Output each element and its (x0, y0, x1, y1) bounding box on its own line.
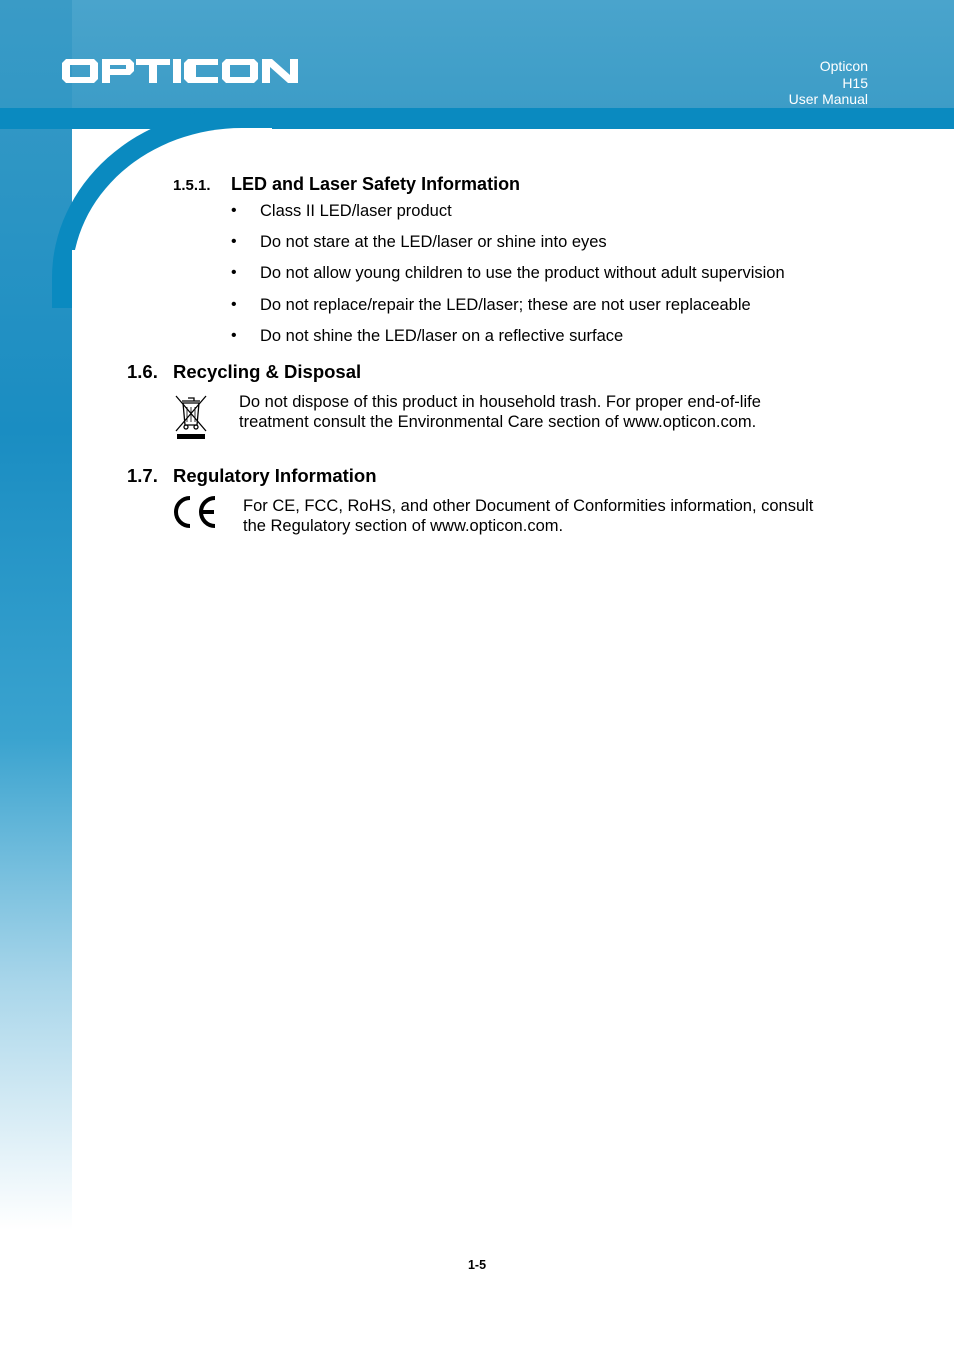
regulatory-text (243, 497, 813, 536)
page-number: 1-5 (467, 1258, 487, 1272)
recycling-text-line: treatment consult the Environmental Care section of www.opticon.com. (239, 412, 757, 431)
header-doc-type: User Manual (788, 91, 868, 107)
section-16-title: Recycling & Disposal (173, 361, 362, 382)
section-17-title: Regulatory Information (173, 465, 377, 486)
list-item: • Do not allow young children to use the product without adult supervision (231, 262, 931, 293)
side-band (0, 0, 72, 1230)
header-doc-info (789, 58, 868, 108)
section-151-number: 1.5.1. (173, 177, 211, 194)
section-17-heading (127, 465, 377, 487)
section-17-number: 1.7. (127, 465, 158, 486)
ce-mark-icon (173, 495, 219, 529)
header-company: Opticon (819, 58, 868, 74)
regulatory-text-line: the Regulatory section of www.opticon.com. (243, 516, 564, 535)
header-stripe (0, 108, 954, 129)
header-model: H15 (842, 74, 868, 91)
recycling-text (239, 393, 761, 432)
section-16-heading (127, 361, 361, 383)
section-16-number: 1.6. (127, 361, 158, 382)
safety-list (231, 200, 931, 356)
list-item: • Class II LED/laser product (231, 200, 931, 231)
recycling-text-line: Do not dispose of this product in household trash. For proper end-of-life (239, 393, 761, 411)
opticon-logo (60, 55, 300, 87)
section-151-heading (173, 174, 520, 195)
list-item: • Do not replace/repair the LED/laser; these are not user replaceable (231, 294, 931, 325)
list-item: • Do not shine the LED/laser on a reflective surface (231, 325, 931, 356)
weee-crossed-bin-icon (172, 393, 210, 441)
section-151-title: LED and Laser Safety Information (231, 174, 521, 194)
regulatory-text-line: For CE, FCC, RoHS, and other Document of Conformities information, consult (243, 497, 814, 515)
list-item: • Do not stare at the LED/laser or shine into eyes (231, 231, 931, 262)
